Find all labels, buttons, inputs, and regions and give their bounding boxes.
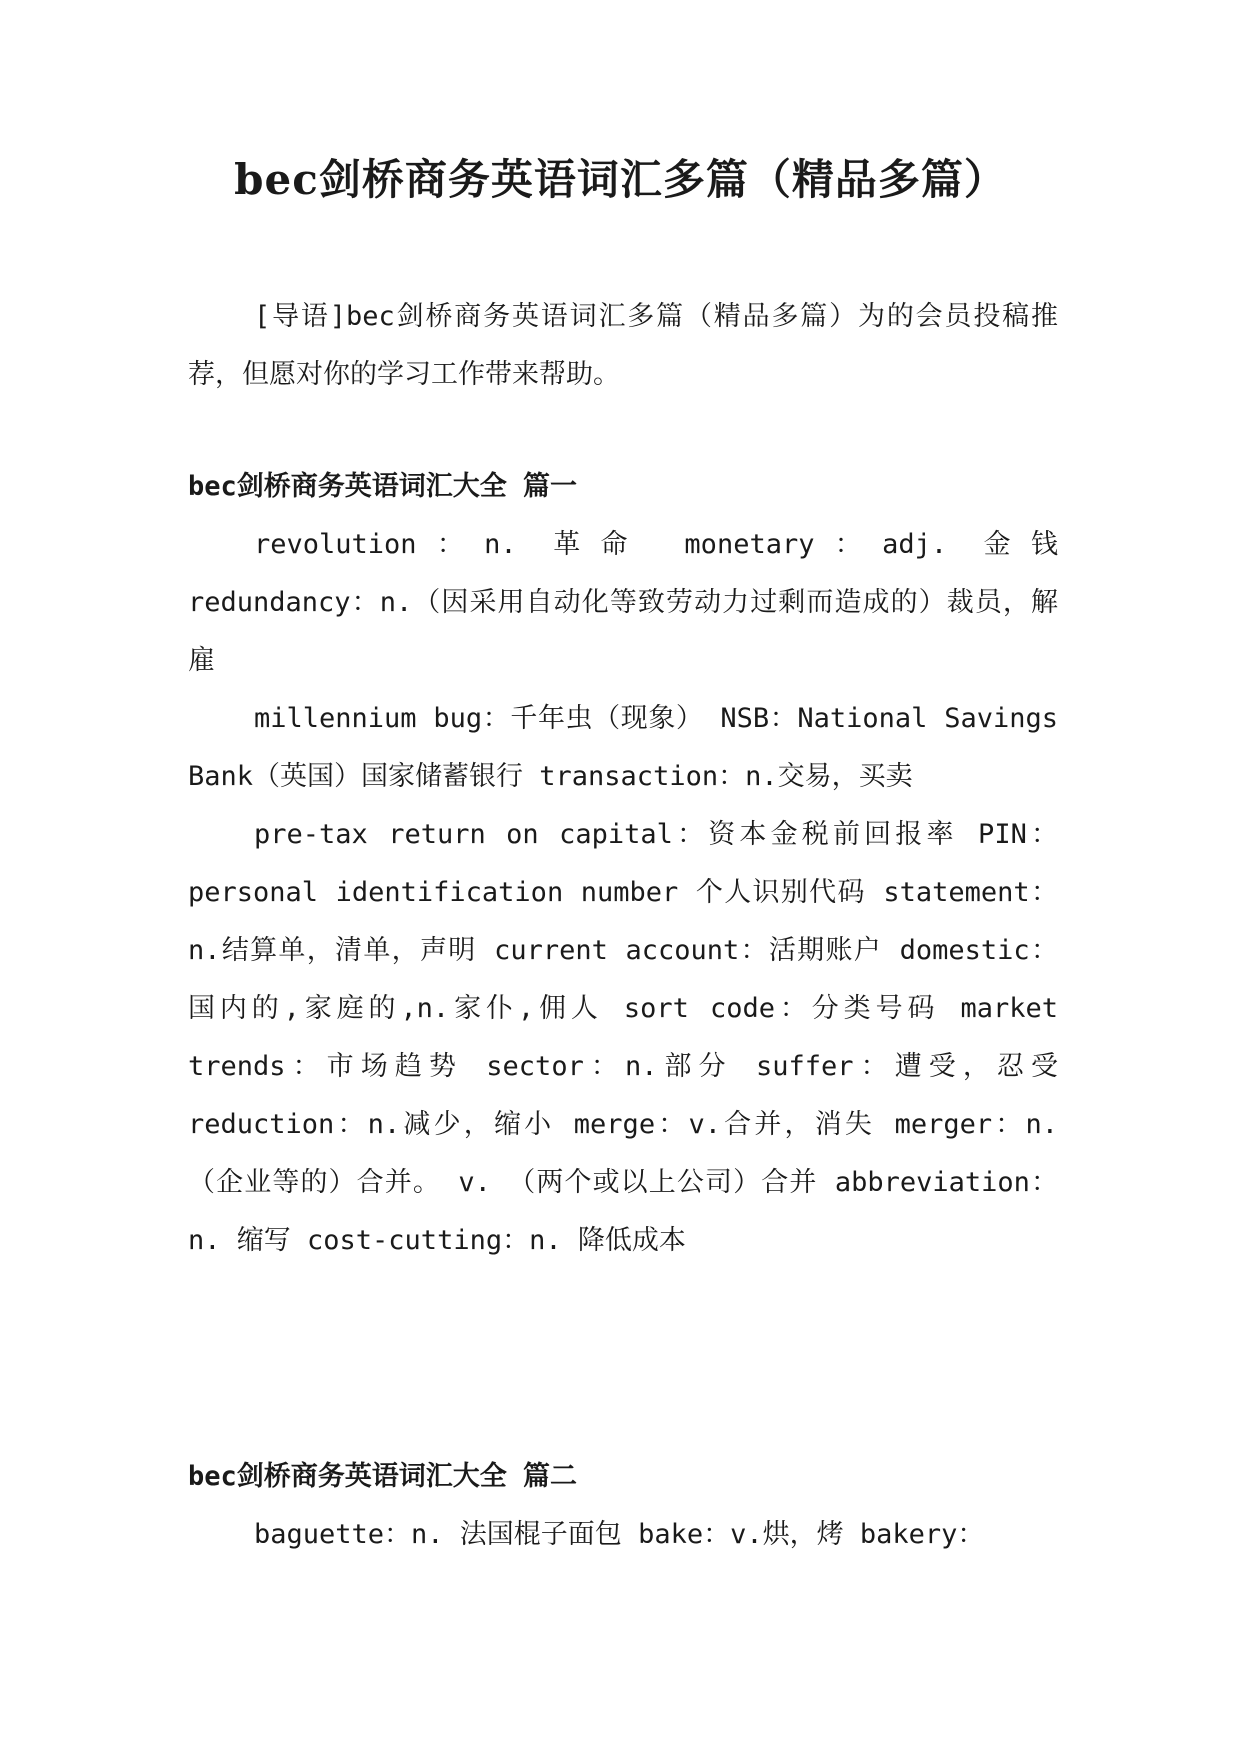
vocab-paragraph: baguette：n. 法国棍子面包 bake：v.烘，烤 bakery：	[254, 1519, 985, 1550]
intro-paragraph: [导语]bec剑桥商务英语词汇多篇（精品多篇）为的会员投稿推荐，但愿对你的学习工作带来帮助。	[188, 301, 1058, 390]
section-heading-2: bec剑桥商务英语词汇大全 篇二	[188, 1461, 578, 1492]
vocab-paragraph: revolution：n. 革命 monetary：adj. 金钱 redundancy：n.（因采用自动化等致劳动力过剩而造成的）裁员，解雇	[188, 529, 1058, 676]
section-heading-1: bec剑桥商务英语词汇大全 篇一	[188, 471, 578, 502]
vocab-paragraph: millennium bug：千年虫（现象） NSB：National Savings Bank（英国）国家储蓄银行 transaction：n.交易，买卖	[188, 703, 1058, 792]
section-body-1	[188, 516, 1058, 1270]
document-title: bec剑桥商务英语词汇多篇（精品多篇）	[234, 155, 1007, 204]
vocab-paragraph: pre-tax return on capital：资本金税前回报率 PIN：personal identification number 个人识别代码 statement：n.结算单，清单，声明 current account：活期账户 domestic：国内的,家庭的,n.家仆,佣人 sort code：分类号码 market trends：市场趋势 sector：n.部分 suffer：遭受，忍受 reduction：n.减少，缩小 merge：v.合并，消失 merger：n. （企业等的）合并。 v. （两个或以上公司）合并 abbreviation：n. 缩写 cost-cutting：n. 降低成本	[188, 819, 1058, 1256]
section-body-2	[188, 1506, 1058, 1564]
